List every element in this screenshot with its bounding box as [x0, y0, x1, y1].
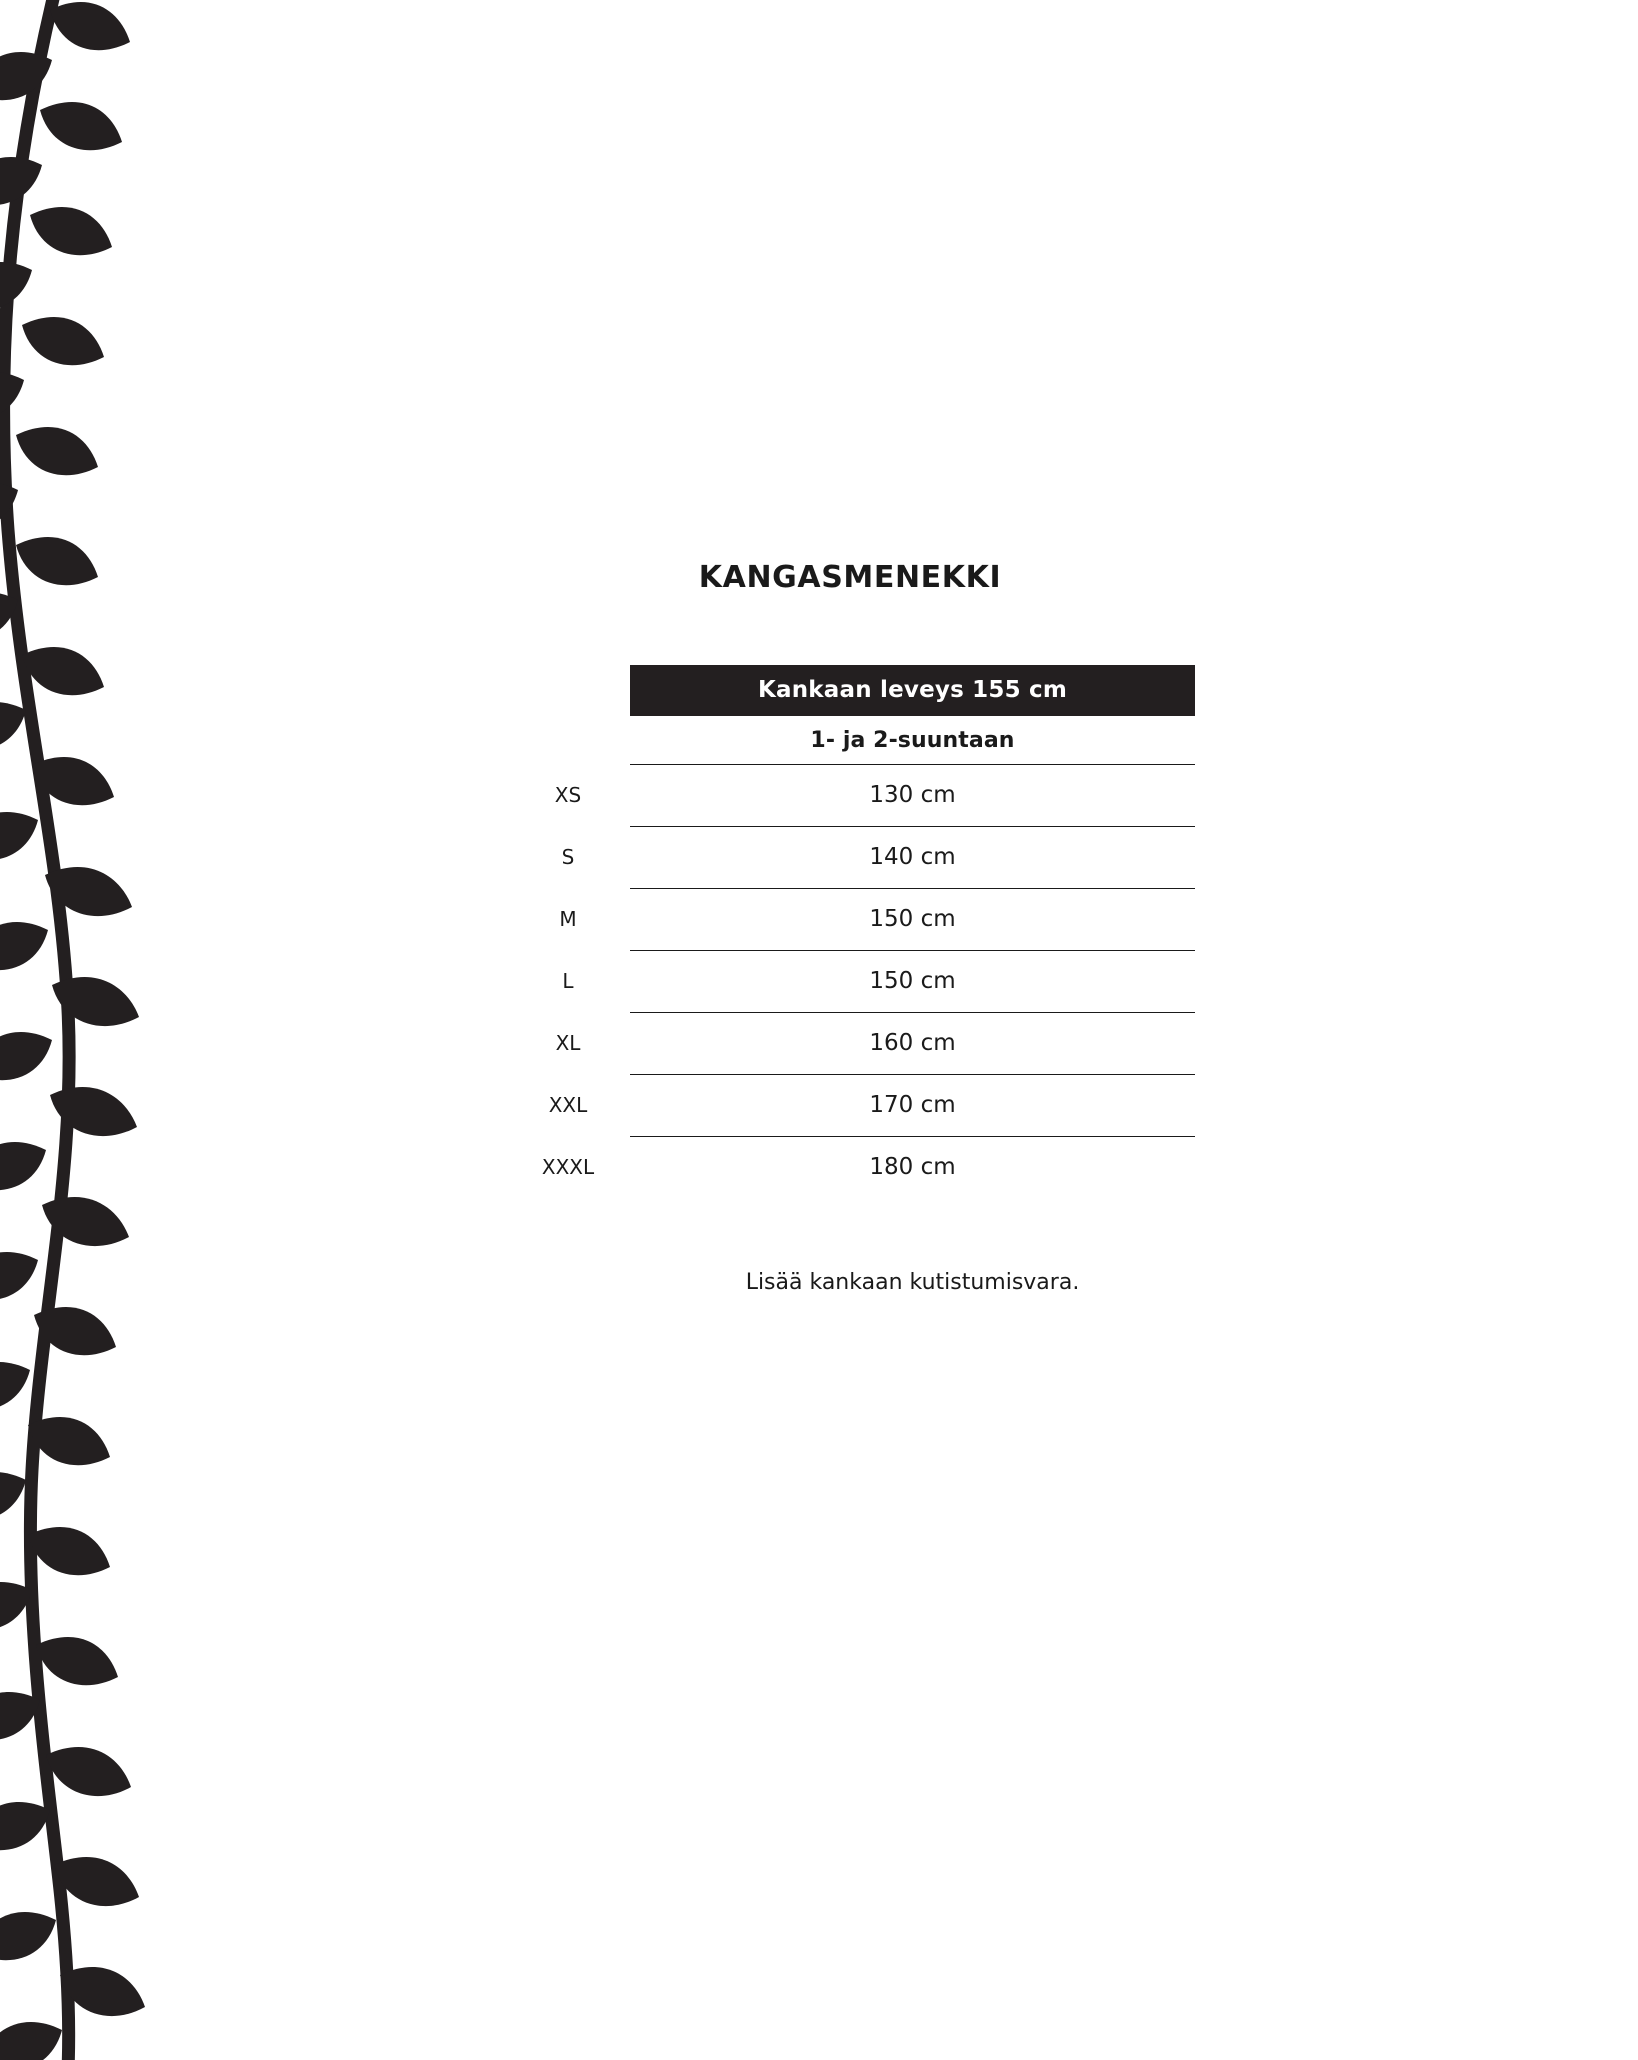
fabric-requirement-section	[500, 560, 1200, 1295]
row-value: 170 cm	[869, 1092, 956, 1118]
table-column-header: 1- ja 2-suuntaan	[630, 716, 1195, 765]
row-size-label: S	[561, 845, 575, 869]
row-size-label: XS	[554, 783, 582, 807]
table-row	[541, 1137, 1195, 1198]
row-size-label: L	[562, 969, 574, 993]
row-value: 140 cm	[869, 844, 956, 870]
row-size-label: XXL	[548, 1093, 588, 1117]
row-size-label: XL	[555, 1031, 581, 1055]
row-value: 160 cm	[869, 1030, 956, 1056]
table-row	[562, 951, 1195, 1013]
leaf-vine-icon	[0, 0, 210, 2060]
table-row	[561, 827, 1195, 889]
table-row	[559, 889, 1195, 951]
row-size-label: XXXL	[541, 1155, 595, 1179]
fabric-requirement-table	[541, 665, 1195, 1198]
row-value: 130 cm	[869, 782, 956, 808]
shrinkage-note: Lisää kankaan kutistumisvara.	[745, 1270, 1080, 1295]
row-value: 180 cm	[869, 1154, 956, 1180]
row-value: 150 cm	[869, 968, 956, 994]
page-title: KANGASMENEKKI	[698, 560, 1002, 595]
row-size-label: M	[559, 907, 577, 931]
row-value: 150 cm	[869, 906, 956, 932]
table-row	[548, 1075, 1195, 1137]
table-row	[554, 765, 1195, 827]
table-header-band: Kankaan leveys 155 cm	[630, 665, 1195, 716]
table-row	[555, 1013, 1195, 1075]
